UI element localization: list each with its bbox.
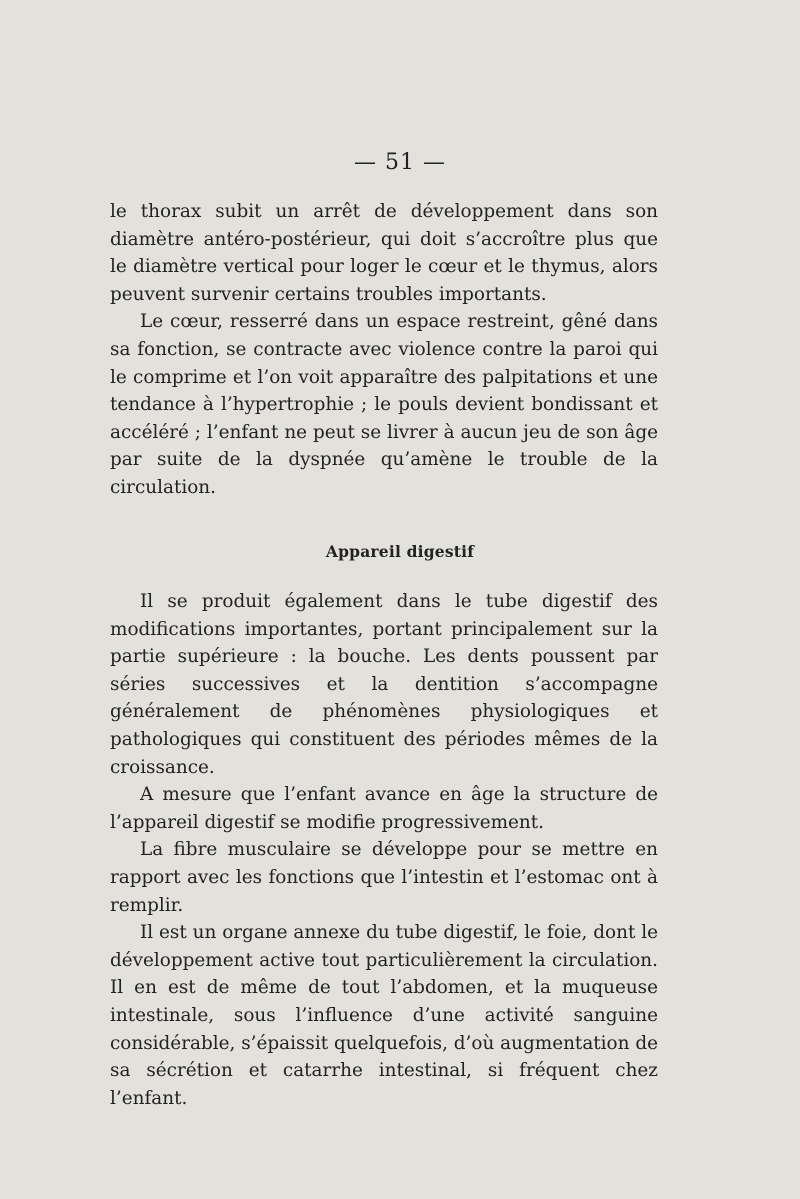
paragraph-foie: Il est un organe annexe du tube digestif, le foie, dont le développement active tout particulièrement la circulation. Il en est de même de tout l’abdomen, et la muqueuse intestinale, sous l’influence d’une activité sanguine considérable, s’épaissit quelquefois, d’où augmentation de sa sécrétion et catarrhe intestinal, si fréquent chez l’enfant.	[110, 922, 658, 1109]
paragraph-fibre: La fibre musculaire se développe pour se mettre en rapport avec les fonctions que l’intestin et l’estomac ont à remplir.	[110, 839, 658, 916]
page-number: — 51 —	[354, 150, 446, 175]
section-digestive-text	[110, 588, 658, 1112]
paragraph-thorax: le thorax subit un arrêt de développement dans son diamètre antéro-postérieur, qui doit s’accroître plus que le diamètre vertical pour loger le cœur et le thymus, alors peuvent survenir certains troubles importants.	[110, 201, 658, 305]
section-heading: Appareil digestif	[325, 542, 475, 561]
paragraph-tube-digestif: Il se produit également dans le tube digestif des modifications importantes, portant principalement sur la partie supérieure : la bouche. Les dents poussent par séries successives et la dentition s’accompagne généralement de phénomènes physiologiques et pathologiques qui constituent des périodes mêmes de la croissance.	[110, 591, 658, 778]
paragraph-coeur: Le cœur, resserré dans un espace restreint, gêné dans sa fonction, se contracte avec violence contre la paroi qui le comprime et l’on voit apparaître des palpitations et une tendance à l’hypertrophie ; le pouls devient bondissant et accéléré ; l’enfant ne peut se livrer à aucun jeu de son âge par suite de la dyspnée qu’amène le trouble de la circulation.	[110, 311, 658, 498]
paragraph-structure: A mesure que l’enfant avance en âge la structure de l’appareil digestif se modifie progressivement.	[110, 784, 658, 833]
section-circulation-text	[110, 198, 658, 502]
